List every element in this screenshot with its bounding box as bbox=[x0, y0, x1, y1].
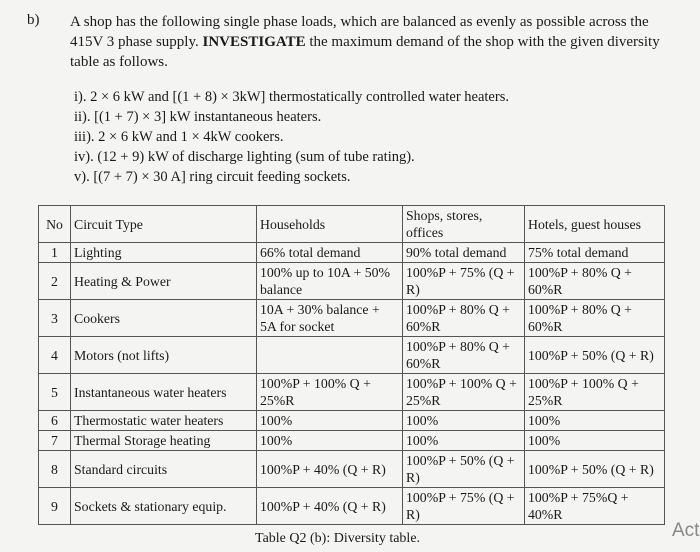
table-row bbox=[39, 374, 665, 411]
table-row bbox=[39, 243, 665, 263]
table-row bbox=[39, 337, 665, 374]
row-hotels: 100%P + 50% (Q + R) bbox=[525, 337, 665, 374]
row-households: 100%P + 40% (Q + R) bbox=[257, 451, 403, 488]
row-shops: 100% bbox=[403, 411, 525, 431]
header-no: No bbox=[39, 206, 71, 243]
row-households: 100% bbox=[257, 431, 403, 451]
row-shops: 90% total demand bbox=[403, 243, 525, 263]
row-no: 3 bbox=[39, 300, 71, 337]
table-row bbox=[39, 300, 665, 337]
row-no: 5 bbox=[39, 374, 71, 411]
row-hotels: 100%P + 75%Q + 40%R bbox=[525, 488, 665, 525]
table-row bbox=[39, 431, 665, 451]
header-circuit-type: Circuit Type bbox=[71, 206, 257, 243]
row-hotels: 100% bbox=[525, 411, 665, 431]
load-item: ii). [(1 + 7) × 3] kW instantaneous heaters. bbox=[74, 109, 322, 125]
row-no: 2 bbox=[39, 263, 71, 300]
row-no: 9 bbox=[39, 488, 71, 525]
table-row bbox=[39, 451, 665, 488]
row-hotels: 100%P + 80% Q + 60%R bbox=[525, 300, 665, 337]
row-households: 100% bbox=[257, 411, 403, 431]
row-no: 8 bbox=[39, 451, 71, 488]
row-shops: 100%P + 50% (Q + R) bbox=[403, 451, 525, 488]
table-row bbox=[39, 263, 665, 300]
table-caption: Table Q2 (b): Diversity table. bbox=[255, 531, 421, 546]
row-households bbox=[257, 337, 403, 374]
row-households: 100%P + 100% Q + 25%R bbox=[257, 374, 403, 411]
load-list bbox=[74, 87, 509, 187]
row-no: 6 bbox=[39, 411, 71, 431]
table-header-row bbox=[39, 206, 665, 243]
row-households: 66% total demand bbox=[257, 243, 403, 263]
load-item: iii). 2 × 6 kW and 1 × 4kW cookers. bbox=[74, 129, 284, 145]
question-label: b) bbox=[27, 12, 40, 28]
instruction-text: the maximum demand of the shop with the given diversity table as follows. bbox=[70, 34, 660, 70]
row-circuit: Standard circuits bbox=[71, 451, 257, 488]
row-circuit: Thermostatic water heaters bbox=[71, 411, 257, 431]
table-row bbox=[39, 488, 665, 525]
row-hotels: 75% total demand bbox=[525, 243, 665, 263]
row-shops: 100%P + 100% Q + 25%R bbox=[403, 374, 525, 411]
row-circuit: Lighting bbox=[71, 243, 257, 263]
table-row bbox=[39, 411, 665, 431]
row-no: 7 bbox=[39, 431, 71, 451]
row-circuit: Instantaneous water heaters bbox=[71, 374, 257, 411]
row-shops: 100%P + 80% Q + 60%R bbox=[403, 337, 525, 374]
row-shops: 100%P + 75% (Q + R) bbox=[403, 488, 525, 525]
row-households: 100% up to 10A + 50% balance bbox=[257, 263, 403, 300]
row-circuit: Sockets & stationary equip. bbox=[71, 488, 257, 525]
header-hotels: Hotels, guest houses bbox=[525, 206, 665, 243]
corner-text: Act bbox=[672, 520, 700, 541]
question-intro bbox=[70, 12, 660, 72]
row-hotels: 100% bbox=[525, 431, 665, 451]
row-hotels: 100%P + 80% Q + 60%R bbox=[525, 263, 665, 300]
header-households: Households bbox=[257, 206, 403, 243]
load-item: iv). (12 + 9) kW of discharge lighting (sum of tube rating). bbox=[74, 149, 415, 165]
row-shops: 100%P + 80% Q + 60%R bbox=[403, 300, 525, 337]
row-circuit: Cookers bbox=[71, 300, 257, 337]
row-households: 10A + 30% balance + 5A for socket bbox=[257, 300, 403, 337]
diversity-table bbox=[38, 205, 665, 525]
load-item: i). 2 × 6 kW and [(1 + 8) × 3kW] thermostatically controlled water heaters. bbox=[74, 89, 509, 105]
row-hotels: 100%P + 50% (Q + R) bbox=[525, 451, 665, 488]
row-no: 4 bbox=[39, 337, 71, 374]
row-circuit: Thermal Storage heating bbox=[71, 431, 257, 451]
intro-text: A shop has the following single phase loads, which are balanced as evenly as possible across the 415V 3 phase supply. bbox=[70, 14, 649, 50]
instruction-keyword: INVESTIGATE bbox=[202, 34, 306, 50]
header-shops: Shops, stores, offices bbox=[403, 206, 525, 243]
row-households: 100%P + 40% (Q + R) bbox=[257, 488, 403, 525]
load-item: v). [(7 + 7) × 30 A] ring circuit feeding sockets. bbox=[74, 169, 351, 185]
row-circuit: Motors (not lifts) bbox=[71, 337, 257, 374]
row-hotels: 100%P + 100% Q + 25%R bbox=[525, 374, 665, 411]
row-no: 1 bbox=[39, 243, 71, 263]
row-shops: 100%P + 75% (Q + R) bbox=[403, 263, 525, 300]
row-circuit: Heating & Power bbox=[71, 263, 257, 300]
row-shops: 100% bbox=[403, 431, 525, 451]
